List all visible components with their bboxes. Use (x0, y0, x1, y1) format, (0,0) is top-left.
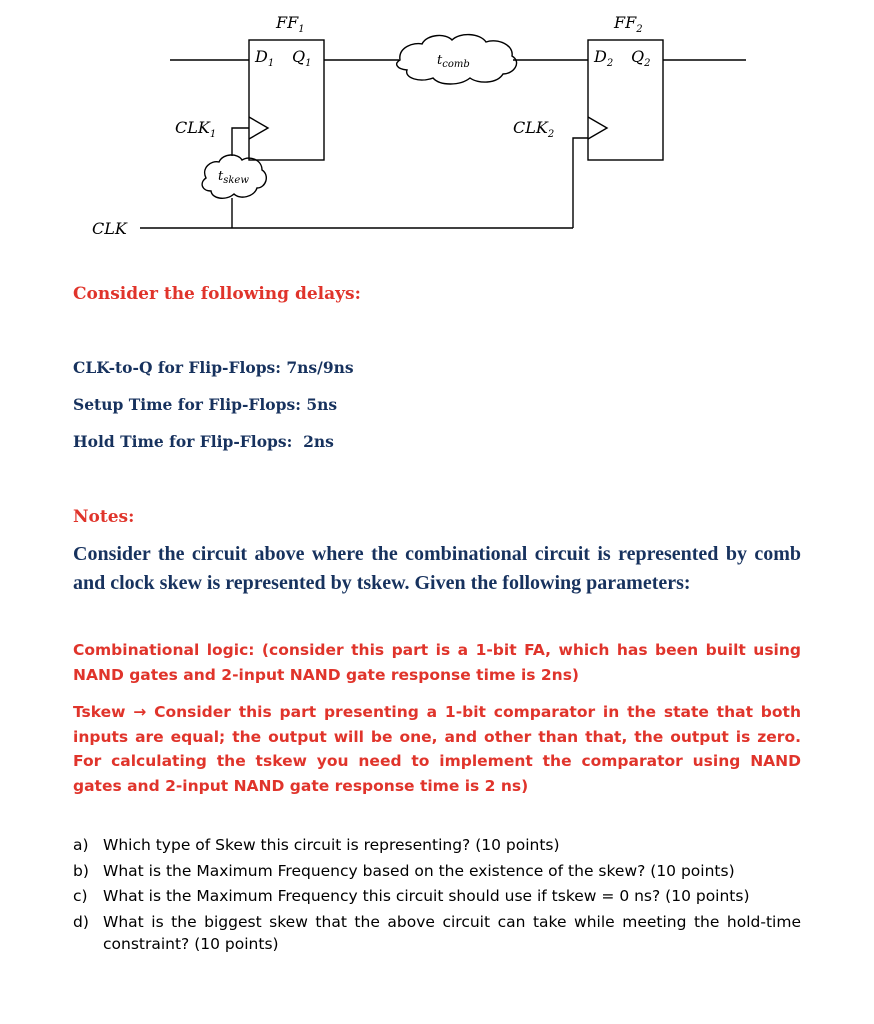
ff2-clock-triangle (588, 117, 607, 139)
question-item (73, 860, 801, 883)
question-label: d) (73, 912, 89, 931)
ff1-label: $FF_1$ (276, 13, 305, 35)
tcomb-label: $t_{comb}$ (437, 53, 470, 70)
question-label: c) (73, 887, 88, 905)
notes-heading: Notes: (73, 507, 135, 527)
q1-label: $Q_1$ (292, 47, 312, 69)
d2-label: $D_2$ (594, 47, 614, 69)
question-list (73, 834, 801, 959)
clk1-wire (232, 128, 249, 156)
comb-logic-note: Combinational logic: (consider this part is a 1-bit FA, which has been built using NAND gates and 2-input NAND gate response time is 2ns) (73, 641, 801, 684)
clk1-label: $CLK_1$ (175, 118, 217, 140)
tskew-label: $t_{skew}$ (218, 169, 249, 186)
question-item (73, 834, 801, 857)
question-item (73, 911, 801, 956)
circuit-diagram (0, 0, 874, 270)
q2-label: $Q_2$ (631, 47, 651, 69)
question-text: What is the Maximum Frequency this circuit should use if tskew = 0 ns? (10 points) (103, 887, 750, 905)
clk-label: CLK (92, 219, 127, 238)
delays-heading: Consider the following delays: (73, 284, 361, 304)
hold-time-line: Hold Time for Flip-Flops: 2ns (73, 432, 334, 451)
question-text: What is the Maximum Frequency based on the existence of the skew? (10 points) (103, 861, 735, 880)
question-label: b) (73, 861, 89, 880)
question-label: a) (73, 836, 89, 854)
question-text: What is the biggest skew that the above circuit can take while meeting the hold-time constraint? (10 points) (103, 912, 801, 953)
clk-to-q-line: CLK-to-Q for Flip-Flops: 7ns/9ns (73, 358, 354, 377)
ff1-clock-triangle (249, 117, 268, 139)
question-item (73, 885, 801, 908)
clk2-label: $CLK_2$ (513, 118, 555, 140)
ff2-label: $FF_2$ (614, 13, 643, 35)
setup-time-line: Setup Time for Flip-Flops: 5ns (73, 395, 338, 414)
d1-label: $D_1$ (255, 47, 275, 69)
question-text: Which type of Skew this circuit is representing? (10 points) (103, 836, 560, 854)
clk2-wire (573, 138, 588, 228)
tskew-note: Tskew → Consider this part presenting a 1-bit comparator in the state that both inputs are equal; the output will be one, and other than that, the output is zero. For calculating the tskew you need to implement the comparator using NAND gates and 2-input NAND gate response time is 2 ns) (73, 703, 801, 795)
notes-intro: Consider the circuit above where the combinational circuit is represented by comb and clock skew is represented by tskew. Given the following parameters: (73, 543, 801, 594)
